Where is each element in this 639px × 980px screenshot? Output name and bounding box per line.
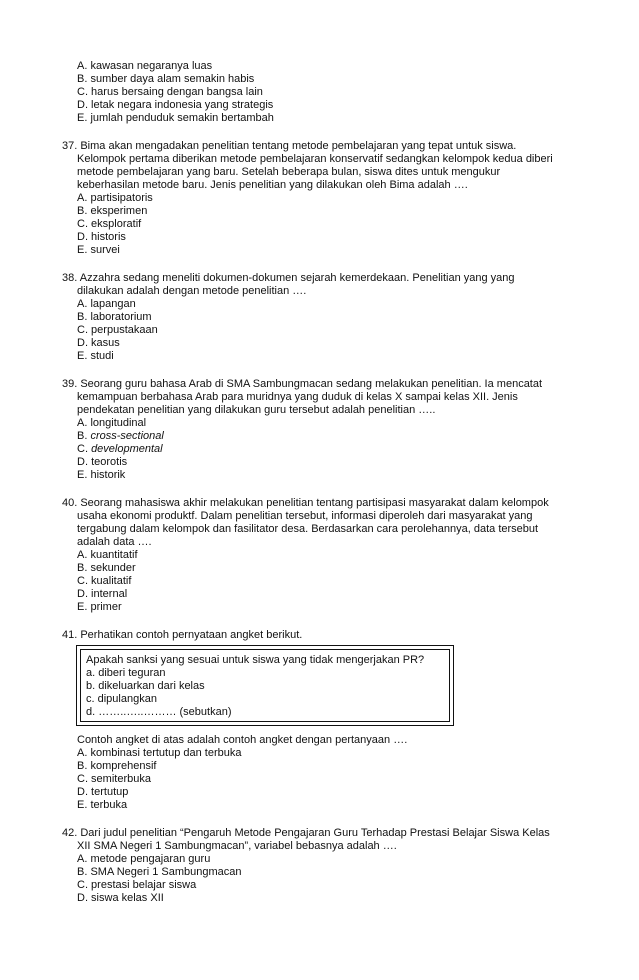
q39-option-b-prefix: B. — [77, 430, 91, 442]
q39-option-d — [77, 456, 127, 469]
q37-stem-line-2: Kelompok pertama diberikan metode pembelajaran konservatif sedangkan kelompok kedua diberi — [77, 153, 553, 165]
q37-stem-line-1: 37. Bima akan mengadakan penelitian tentang metode pembelajaran yang tepat untuk siswa. — [62, 140, 517, 152]
q36-option-b: B. sumber daya alam semakin habis — [77, 73, 255, 85]
questionnaire-option-d: d. ……..…..……… (sebutkan) — [86, 706, 232, 718]
q39-option-e — [77, 469, 125, 482]
q39-option-c-text: developmental — [91, 443, 163, 455]
q36-option-a: A. kawasan negaranya luas — [77, 60, 213, 72]
q37-stem-line-4: keberhasilan metode baru. Jenis penelitian yang dilakukan oleh Bima adalah …. — [77, 179, 468, 191]
q39-option-e-prefix: E. — [77, 469, 91, 481]
q42-option-b: B. SMA Negeri 1 Sambungmacan — [77, 866, 242, 878]
q37-stem-line-3: metode pembelajaran yang baru. Setelah beberapa bulan, siswa dites untuk mengukur — [77, 166, 501, 178]
q41-option-c: C. semiterbuka — [77, 773, 151, 785]
q39-stem-line-2: kemampuan berbahasa Arab para muridnya yang duduk di kelas X sampai kelas XII. Jenis — [77, 391, 518, 403]
q39-option-e-text: historik — [90, 469, 126, 481]
q39-option-c-prefix: C. — [77, 443, 92, 455]
q42-option-a: A. metode pengajaran guru — [77, 853, 211, 865]
q37-option-d: D. historis — [77, 231, 126, 243]
q40-stem-line-2: usaha ekonomi produktf. Dalam penelitian tersebut, informasi diperoleh dari masyarakat yang — [77, 510, 533, 522]
q42-stem-line-1: 42. Dari judul penelitian “Pengaruh Metode Pengajaran Guru Terhadap Prestasi Belajar Siswa Kelas — [62, 827, 550, 839]
questionnaire-question: Apakah sanksi yang sesuai untuk siswa yang tidak mengerjakan PR? — [86, 654, 425, 666]
q37-option-a: A. partisipatoris — [77, 192, 153, 204]
q42-option-d: D. siswa kelas XII — [77, 892, 164, 904]
q38-option-e: E. studi — [77, 350, 114, 362]
q39-option-b — [77, 430, 164, 443]
q36-option-c: C. harus bersaing dengan bangsa lain — [77, 86, 263, 98]
q41-option-a: A. kombinasi tertutup dan terbuka — [77, 747, 242, 759]
q39-option-c — [77, 443, 163, 456]
q39-option-d-text: teorotis — [91, 456, 128, 468]
q40-option-c: C. kualitatif — [77, 575, 132, 587]
q40-option-b: B. sekunder — [77, 562, 136, 574]
q41-option-d: D. tertutup — [77, 786, 129, 798]
q40-option-e: E. primer — [77, 601, 122, 613]
q36-option-e: E. jumlah penduduk semakin bertambah — [77, 112, 274, 124]
q38-option-b: B. laboratorium — [77, 311, 152, 323]
q37-option-b: B. eksperimen — [77, 205, 148, 217]
q40-stem-line-3: tergabung dalam kelompok dan fasilitator desa. Berdasarkan cara perolehannya, data tersebut — [77, 523, 539, 535]
q38-stem-line-2: dilakukan adalah dengan metode penelitian …. — [77, 285, 307, 297]
q36-option-d: D. letak negara indonesia yang strategis — [77, 99, 274, 111]
q42-stem-line-2: XII SMA Negeri 1 Sambungmacan”, variabel bebasnya adalah …. — [77, 840, 397, 852]
q38-stem-line-1: 38. Azzahra sedang meneliti dokumen-dokumen sejarah kemerdekaan. Penelitian yang yang — [62, 272, 515, 284]
q40-option-d: D. internal — [77, 588, 128, 600]
q39-stem-line-1: 39. Seorang guru bahasa Arab di SMA Sambungmacan sedang melakukan penelitian. Ia mencatat — [62, 378, 543, 390]
q38-option-c: C. perpustakaan — [77, 324, 158, 336]
q40-stem-line-1: 40. Seorang mahasiswa akhir melakukan penelitian tentang partisipasi masyarakat dalam kelompok — [62, 497, 549, 509]
q42-option-c: C. prestasi belajar siswa — [77, 879, 197, 891]
q38-option-d: D. kasus — [77, 337, 120, 349]
q38-option-a: A. lapangan — [77, 298, 136, 310]
q37-option-e: E. survei — [77, 244, 120, 256]
q39-option-b-text: cross-sectional — [90, 430, 164, 442]
q40-stem-line-4: adalah data …. — [77, 536, 152, 548]
q41-question: Contoh angket di atas adalah contoh angket dengan pertanyaan …. — [77, 734, 408, 746]
q37-option-c: C. eksploratif — [77, 218, 142, 230]
q40-option-a: A. kuantitatif — [77, 549, 138, 561]
q41-option-e: E. terbuka — [77, 799, 128, 811]
questionnaire-option-b: b. dikeluarkan dari kelas — [86, 680, 205, 692]
questionnaire-option-c: c. dipulangkan — [86, 693, 157, 705]
q39-stem-line-3: pendekatan penelitian yang dilakukan guru tersebut adalah penelitian ….. — [77, 404, 436, 416]
q39-option-a-text: longitudinal — [90, 417, 147, 429]
q39-option-d-prefix: D. — [77, 456, 92, 468]
q41-option-b: B. komprehensif — [77, 760, 157, 772]
questionnaire-option-a: a. diberi teguran — [86, 667, 166, 679]
q39-option-a — [77, 417, 146, 430]
q41-stem: 41. Perhatikan contoh pernyataan angket berikut. — [62, 629, 303, 641]
q39-option-a-prefix: A. — [77, 417, 91, 429]
